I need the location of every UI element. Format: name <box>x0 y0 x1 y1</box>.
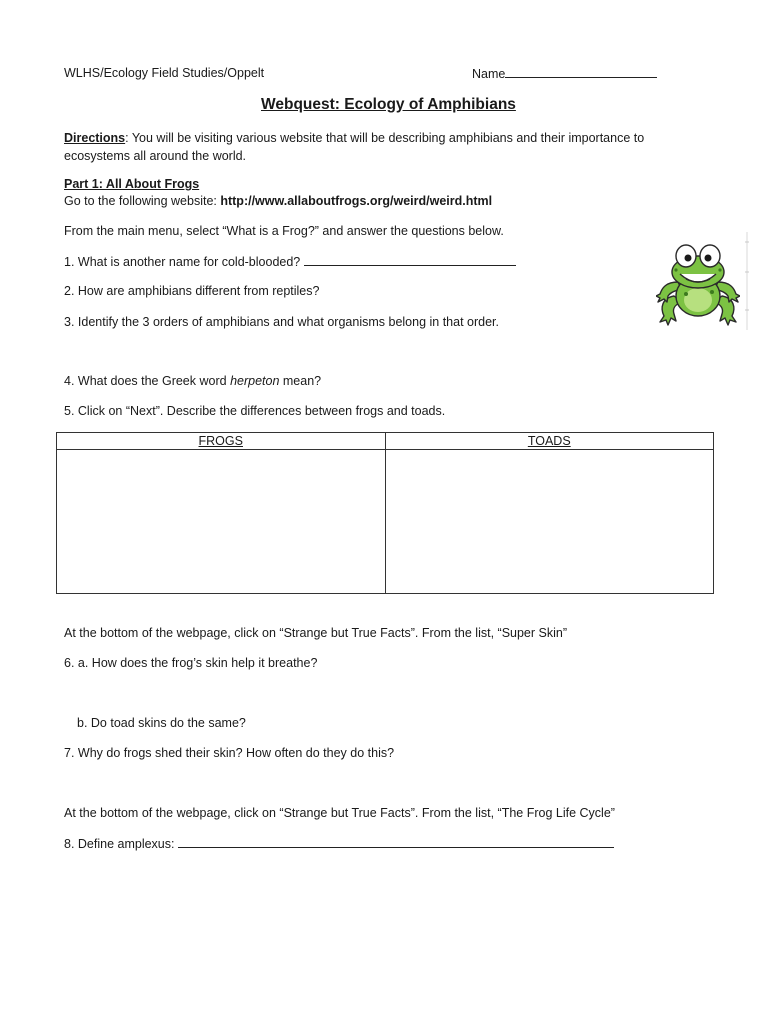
question-4-pre: 4. What does the Greek word <box>64 374 231 388</box>
question-4 <box>64 374 321 388</box>
question-1-text: 1. What is another name for cold-blooded? <box>64 255 304 269</box>
frogs-toads-table <box>56 432 714 594</box>
question-5: 5. Click on “Next”. Describe the differences between frogs and toads. <box>64 404 446 418</box>
directions-label: Directions <box>64 131 126 145</box>
question-2: 2. How are amphibians different from reptiles? <box>64 284 320 298</box>
part1-heading: Part 1: All About Frogs <box>64 177 200 191</box>
question-3: 3. Identify the 3 orders of amphibians and what organisms belong in that order. <box>64 315 499 329</box>
course-header: WLHS/Ecology Field Studies/Oppelt <box>64 66 265 80</box>
toads-answer-cell[interactable] <box>385 450 714 594</box>
question-6a: 6. a. How does the frog’s skin help it breathe? <box>64 656 318 670</box>
page-title: Webquest: Ecology of Amphibians <box>261 96 516 113</box>
directions-text-1: : You will be visiting various website that will be describing amphibians and their importance to <box>125 131 645 145</box>
question-1 <box>64 254 516 269</box>
name-label: Name <box>472 67 506 81</box>
question-4-post: mean? <box>279 374 322 388</box>
website-url[interactable]: http://www.allaboutfrogs.org/weird/weird.html <box>220 194 493 208</box>
answer-blank-8[interactable] <box>178 836 614 848</box>
facts-instruction-1: At the bottom of the webpage, click on “Strange but True Facts”. From the list, “Super Skin” <box>64 626 568 640</box>
table-header-row <box>57 433 714 450</box>
directions <box>64 129 644 165</box>
question-7: 7. Why do frogs shed their skin? How often do they do this? <box>64 746 395 760</box>
facts-instruction-2: At the bottom of the webpage, click on “Strange but True Facts”. From the list, “The Frog Life Cycle” <box>64 806 615 820</box>
website-prefix: Go to the following website: <box>64 194 221 208</box>
website-line <box>64 194 492 208</box>
menu-instruction: From the main menu, select “What is a Frog?” and answer the questions below. <box>64 224 504 238</box>
question-8-text: 8. Define amplexus: <box>64 837 178 851</box>
answer-blank-1[interactable] <box>304 254 516 266</box>
table-answer-row <box>57 450 714 594</box>
question-4-word: herpeton <box>230 374 280 388</box>
question-8 <box>64 836 614 851</box>
cartoon-frog-icon <box>656 238 740 326</box>
name-field[interactable] <box>472 66 657 81</box>
frogs-answer-cell[interactable] <box>57 450 386 594</box>
name-blank <box>505 66 657 78</box>
directions-text-2: ecosystems all around the world. <box>64 149 247 163</box>
table-header-frogs: FROGS <box>57 433 386 450</box>
page-edge-marks <box>744 232 750 330</box>
table-header-toads: TOADS <box>385 433 714 450</box>
question-6b: b. Do toad skins do the same? <box>77 716 246 730</box>
